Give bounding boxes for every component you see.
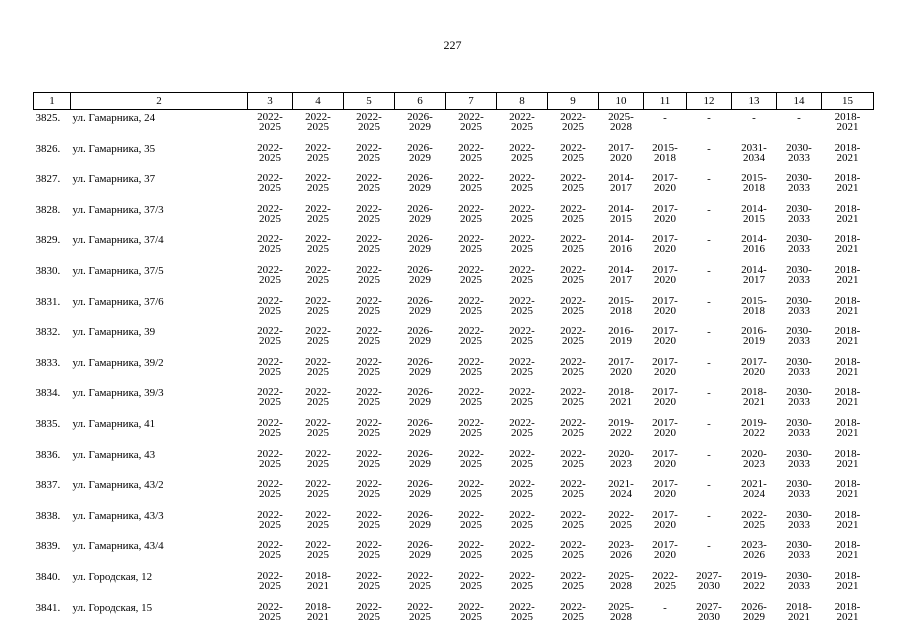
period-cell: 2022- 2025 <box>560 508 586 531</box>
period-cell: 2026- 2029 <box>407 172 433 195</box>
address-cell: ул. Гамарника, 39 <box>72 326 156 339</box>
period-cell: - <box>707 509 711 522</box>
address-cell: ул. Гамарника, 37/6 <box>72 295 164 308</box>
period-cell: 2030- 2033 <box>786 355 812 378</box>
table-row <box>34 202 874 233</box>
period-cell: 2022- 2025 <box>356 294 382 317</box>
row-number: 3829. <box>35 234 61 247</box>
row-number: 3830. <box>35 264 61 277</box>
table-row <box>34 263 874 294</box>
period-cell: 2021- 2024 <box>608 478 634 501</box>
period-cell: 2021- 2024 <box>741 478 767 501</box>
period-cell: 2014- 2016 <box>608 233 634 256</box>
table-row <box>34 508 874 539</box>
period-cell: 2022- 2025 <box>458 355 484 378</box>
period-cell: 2018- 2021 <box>834 172 861 195</box>
table-row <box>34 538 874 569</box>
period-cell: 2022- 2025 <box>509 386 535 409</box>
period-cell: 2022- 2025 <box>509 539 535 562</box>
address-cell: ул. Гамарника, 37 <box>72 173 156 186</box>
period-cell: - <box>707 295 711 308</box>
period-cell: 2022- 2025 <box>356 202 382 225</box>
period-cell: 2027- 2030 <box>696 569 722 592</box>
schedule-table <box>33 92 874 630</box>
address-cell: ул. Гамарника, 24 <box>72 112 156 124</box>
period-cell: 2022- 2025 <box>356 141 382 164</box>
row-number: 3833. <box>35 356 61 369</box>
period-cell: 2022- 2025 <box>356 416 382 439</box>
period-cell: 2026- 2029 <box>407 447 433 470</box>
address-cell: ул. Гамарника, 39/2 <box>72 356 164 369</box>
period-cell: 2014- 2017 <box>608 172 634 195</box>
period-cell: 2015- 2018 <box>741 294 767 317</box>
period-cell: 2018- 2021 <box>834 355 861 378</box>
period-cell: 2018- 2021 <box>834 325 861 348</box>
period-cell: 2015- 2018 <box>652 141 678 164</box>
period-cell: 2026- 2029 <box>407 355 433 378</box>
period-cell: 2017- 2020 <box>652 355 678 378</box>
period-cell: 2017- 2020 <box>652 172 678 195</box>
period-cell: 2017- 2020 <box>652 386 678 409</box>
period-cell: - <box>707 264 711 277</box>
period-cell: 2026- 2029 <box>407 294 433 317</box>
row-number: 3840. <box>35 570 61 583</box>
period-cell: 2022- 2025 <box>560 386 586 409</box>
period-cell: - <box>707 142 711 155</box>
period-cell: 2030- 2033 <box>786 508 812 531</box>
period-cell: 2022- 2025 <box>407 600 433 623</box>
address-cell: ул. Гамарника, 35 <box>72 142 156 155</box>
period-cell: 2022- 2025 <box>257 539 283 562</box>
period-cell: 2022- 2025 <box>257 325 283 348</box>
period-cell: 2022- 2025 <box>560 416 586 439</box>
period-cell: 2022- 2025 <box>458 447 484 470</box>
period-cell: 2022- 2025 <box>458 600 484 623</box>
period-cell: 2022- 2025 <box>356 539 382 562</box>
period-cell: 2017- 2020 <box>608 141 634 164</box>
period-cell: 2019- 2022 <box>608 416 634 439</box>
period-cell: 2018- 2021 <box>834 478 861 501</box>
period-cell: 2018- 2021 <box>834 294 861 317</box>
header-row <box>34 93 874 110</box>
period-cell: 2014- 2017 <box>741 263 767 286</box>
period-cell: 2022- 2025 <box>356 447 382 470</box>
period-cell: 2022- 2025 <box>509 294 535 317</box>
period-cell: 2018- 2021 <box>786 600 812 623</box>
period-cell: 2022- 2025 <box>257 233 283 256</box>
period-cell: 2019- 2022 <box>741 569 767 592</box>
period-cell: 2022- 2025 <box>257 600 283 623</box>
period-cell: 2022- 2025 <box>509 600 535 623</box>
period-cell: 2022- 2025 <box>257 447 283 470</box>
period-cell: 2025- 2028 <box>608 600 634 623</box>
table-row <box>34 355 874 386</box>
period-cell: 2026- 2029 <box>407 202 433 225</box>
period-cell: 2018- 2021 <box>834 111 861 133</box>
table-row <box>34 141 874 172</box>
period-cell: 2022- 2025 <box>509 416 535 439</box>
row-number: 3838. <box>35 509 61 522</box>
table-row <box>34 232 874 263</box>
period-cell: - <box>752 112 756 124</box>
column-header-15: 15 <box>822 93 874 110</box>
period-cell: 2022- 2025 <box>305 172 331 195</box>
row-number: 3839. <box>35 540 61 553</box>
period-cell: 2022- 2025 <box>509 172 535 195</box>
period-cell: 2030- 2033 <box>786 263 812 286</box>
period-cell: 2022- 2025 <box>509 325 535 348</box>
period-cell: 2022- 2025 <box>305 539 331 562</box>
column-header-10: 10 <box>599 93 644 110</box>
period-cell: 2018- 2021 <box>834 386 861 409</box>
period-cell: 2022- 2025 <box>458 202 484 225</box>
period-cell: - <box>707 387 711 400</box>
period-cell: 2022- 2025 <box>257 141 283 164</box>
period-cell: 2022- 2025 <box>560 202 586 225</box>
period-cell: 2019- 2022 <box>741 416 767 439</box>
period-cell: 2022- 2025 <box>560 447 586 470</box>
period-cell: 2022- 2025 <box>509 111 535 133</box>
period-cell: 2022- 2025 <box>407 569 433 592</box>
period-cell: 2022- 2025 <box>458 172 484 195</box>
address-cell: ул. Городская, 15 <box>72 601 153 614</box>
column-header-6: 6 <box>395 93 446 110</box>
period-cell: 2014- 2015 <box>608 202 634 225</box>
period-cell: 2030- 2033 <box>786 447 812 470</box>
period-cell: 2018- 2021 <box>834 202 861 225</box>
period-cell: 2022- 2025 <box>458 386 484 409</box>
row-number: 3825. <box>35 112 61 124</box>
period-cell: 2017- 2020 <box>741 355 767 378</box>
period-cell: 2022- 2025 <box>356 233 382 256</box>
period-cell: 2022- 2025 <box>305 202 331 225</box>
period-cell: 2022- 2025 <box>305 263 331 286</box>
period-cell: 2018- 2021 <box>834 447 861 470</box>
period-cell: 2022- 2025 <box>560 233 586 256</box>
period-cell: 2017- 2020 <box>652 325 678 348</box>
period-cell: 2030- 2033 <box>786 539 812 562</box>
period-cell: 2016- 2019 <box>741 325 767 348</box>
period-cell: - <box>707 203 711 216</box>
address-cell: ул. Гамарника, 39/3 <box>72 387 164 400</box>
period-cell: 2022- 2025 <box>305 325 331 348</box>
period-cell: 2022- 2025 <box>560 355 586 378</box>
period-cell: 2022- 2025 <box>257 172 283 195</box>
period-cell: 2030- 2033 <box>786 141 812 164</box>
period-cell: 2022- 2025 <box>305 141 331 164</box>
period-cell: 2017- 2020 <box>652 202 678 225</box>
period-cell: 2022- 2025 <box>305 447 331 470</box>
period-cell: - <box>707 479 711 492</box>
period-cell: 2014- 2016 <box>741 233 767 256</box>
period-cell: 2016- 2019 <box>608 325 634 348</box>
period-cell: 2026- 2029 <box>407 233 433 256</box>
period-cell: 2022- 2025 <box>305 355 331 378</box>
period-cell: 2022- 2025 <box>560 111 586 133</box>
period-cell: 2022- 2025 <box>305 111 331 133</box>
period-cell: 2022- 2025 <box>652 569 678 592</box>
period-cell: 2022- 2025 <box>257 508 283 531</box>
period-cell: 2022- 2025 <box>458 508 484 531</box>
period-cell: 2018- 2021 <box>834 539 861 562</box>
table-row <box>34 171 874 202</box>
period-cell: 2018- 2021 <box>834 600 861 623</box>
column-header-2: 2 <box>71 93 248 110</box>
period-cell: 2017- 2020 <box>608 355 634 378</box>
period-cell: 2018- 2021 <box>741 386 767 409</box>
period-cell: 2022- 2025 <box>257 386 283 409</box>
period-cell: 2020- 2023 <box>741 447 767 470</box>
period-cell: 2022- 2025 <box>257 478 283 501</box>
period-cell: 2020- 2023 <box>608 447 634 470</box>
period-cell: 2022- 2025 <box>257 202 283 225</box>
table-row <box>34 477 874 508</box>
period-cell: 2017- 2020 <box>652 233 678 256</box>
period-cell: 2022- 2025 <box>305 508 331 531</box>
row-number: 3834. <box>35 387 61 400</box>
period-cell: 2022- 2025 <box>560 600 586 623</box>
period-cell: 2030- 2033 <box>786 478 812 501</box>
address-cell: ул. Гамарника, 43 <box>72 448 156 461</box>
period-cell: 2018- 2021 <box>834 569 861 592</box>
period-cell: 2022- 2025 <box>458 233 484 256</box>
period-cell: 2022- 2025 <box>356 478 382 501</box>
period-cell: 2022- 2025 <box>257 263 283 286</box>
period-cell: 2030- 2033 <box>786 386 812 409</box>
table-row <box>34 416 874 447</box>
period-cell: 2022- 2025 <box>356 355 382 378</box>
period-cell: 2022- 2025 <box>356 325 382 348</box>
period-cell: 2022- 2025 <box>305 294 331 317</box>
address-cell: ул. Гамарника, 37/4 <box>72 234 164 247</box>
period-cell: 2022- 2025 <box>509 355 535 378</box>
period-cell: - <box>707 356 711 369</box>
period-cell: - <box>707 173 711 186</box>
period-cell: 2022- 2025 <box>560 263 586 286</box>
period-cell: 2022- 2025 <box>458 325 484 348</box>
period-cell: 2030- 2033 <box>786 325 812 348</box>
period-cell: 2022- 2025 <box>509 447 535 470</box>
column-header-12: 12 <box>687 93 732 110</box>
period-cell: 2022- 2025 <box>356 386 382 409</box>
period-cell: 2018- 2021 <box>834 233 861 256</box>
period-cell: 2022- 2025 <box>305 478 331 501</box>
period-cell: 2018- 2021 <box>834 508 861 531</box>
period-cell: 2022- 2025 <box>458 141 484 164</box>
period-cell: - <box>707 417 711 430</box>
period-cell: - <box>663 112 667 124</box>
period-cell: 2026- 2029 <box>407 263 433 286</box>
period-cell: 2017- 2020 <box>652 447 678 470</box>
row-number: 3841. <box>35 601 61 614</box>
period-cell: 2030- 2033 <box>786 202 812 225</box>
period-cell: 2026- 2029 <box>407 325 433 348</box>
period-cell: 2022- 2025 <box>356 172 382 195</box>
column-header-11: 11 <box>644 93 687 110</box>
period-cell: - <box>707 448 711 461</box>
column-header-8: 8 <box>497 93 548 110</box>
period-cell: 2015- 2018 <box>608 294 634 317</box>
period-cell: 2022- 2025 <box>458 416 484 439</box>
row-number: 3827. <box>35 173 61 186</box>
period-cell: 2022- 2025 <box>305 233 331 256</box>
period-cell: 2022- 2025 <box>458 263 484 286</box>
period-cell: 2017- 2020 <box>652 263 678 286</box>
table-row <box>34 447 874 478</box>
period-cell: 2017- 2020 <box>652 478 678 501</box>
period-cell: - <box>663 601 667 614</box>
row-number: 3826. <box>35 142 61 155</box>
period-cell: 2022- 2025 <box>509 508 535 531</box>
address-cell: ул. Городская, 12 <box>72 570 153 583</box>
period-cell: 2018- 2021 <box>834 141 861 164</box>
period-cell: 2023- 2026 <box>741 539 767 562</box>
address-cell: ул. Гамарника, 43/3 <box>72 509 164 522</box>
table-row <box>34 110 874 141</box>
period-cell: - <box>707 326 711 339</box>
period-cell: 2026- 2029 <box>407 539 433 562</box>
table-row <box>34 385 874 416</box>
period-cell: 2017- 2020 <box>652 416 678 439</box>
column-header-1: 1 <box>34 93 71 110</box>
address-cell: ул. Гамарника, 43/2 <box>72 479 164 492</box>
period-cell: 2022- 2025 <box>458 569 484 592</box>
period-cell: 2025- 2028 <box>608 569 634 592</box>
period-cell: 2022- 2025 <box>608 508 634 531</box>
table-row <box>34 294 874 325</box>
period-cell: 2026- 2029 <box>741 600 767 623</box>
period-cell: 2022- 2025 <box>458 294 484 317</box>
row-number: 3832. <box>35 326 61 339</box>
period-cell: 2022- 2025 <box>560 478 586 501</box>
period-cell: 2030- 2033 <box>786 294 812 317</box>
period-cell: 2022- 2025 <box>356 569 382 592</box>
period-cell: - <box>707 234 711 247</box>
period-cell: 2026- 2029 <box>407 416 433 439</box>
period-cell: 2022- 2025 <box>509 263 535 286</box>
period-cell: 2022- 2025 <box>356 508 382 531</box>
column-header-14: 14 <box>777 93 822 110</box>
period-cell: 2022- 2025 <box>356 600 382 623</box>
address-cell: ул. Гамарника, 43/4 <box>72 540 164 553</box>
period-cell: 2022- 2025 <box>509 233 535 256</box>
period-cell: 2018- 2021 <box>834 416 861 439</box>
column-header-7: 7 <box>446 93 497 110</box>
table-row <box>34 569 874 600</box>
period-cell: 2017- 2020 <box>652 539 678 562</box>
row-number: 3835. <box>35 417 61 430</box>
address-cell: ул. Гамарника, 41 <box>72 417 156 430</box>
period-cell: 2022- 2025 <box>458 478 484 501</box>
period-cell: 2018- 2021 <box>834 263 861 286</box>
period-cell: 2018- 2021 <box>608 386 634 409</box>
period-cell: 2030- 2033 <box>786 416 812 439</box>
period-cell: 2022- 2025 <box>257 569 283 592</box>
period-cell: 2018- 2021 <box>305 569 331 592</box>
period-cell: 2022- 2025 <box>741 508 767 531</box>
row-number: 3836. <box>35 448 61 461</box>
period-cell: 2022- 2025 <box>509 569 535 592</box>
period-cell: 2022- 2025 <box>509 478 535 501</box>
period-cell: 2022- 2025 <box>356 263 382 286</box>
period-cell: - <box>797 112 801 124</box>
period-cell: 2022- 2025 <box>509 141 535 164</box>
period-cell: 2025- 2028 <box>608 111 634 133</box>
address-cell: ул. Гамарника, 37/5 <box>72 264 164 277</box>
period-cell: 2022- 2025 <box>305 386 331 409</box>
page-number: 227 <box>443 38 462 52</box>
table-body <box>34 110 874 631</box>
column-header-9: 9 <box>548 93 599 110</box>
column-header-5: 5 <box>344 93 395 110</box>
address-cell: ул. Гамарника, 37/3 <box>72 203 164 216</box>
period-cell: 2026- 2029 <box>407 111 433 133</box>
column-header-4: 4 <box>293 93 344 110</box>
table-row <box>34 600 874 631</box>
period-cell: 2018- 2021 <box>305 600 331 623</box>
period-cell: 2022- 2025 <box>560 539 586 562</box>
period-cell: 2030- 2033 <box>786 569 812 592</box>
period-cell: 2022- 2025 <box>356 111 382 133</box>
period-cell: 2023- 2026 <box>608 539 634 562</box>
period-cell: 2022- 2025 <box>305 416 331 439</box>
period-cell: 2026- 2029 <box>407 508 433 531</box>
period-cell: 2022- 2025 <box>458 539 484 562</box>
period-cell: 2027- 2030 <box>696 600 722 623</box>
period-cell: 2022- 2025 <box>560 325 586 348</box>
row-number: 3837. <box>35 479 61 492</box>
column-header-13: 13 <box>732 93 777 110</box>
period-cell: 2030- 2033 <box>786 233 812 256</box>
period-cell: 2026- 2029 <box>407 141 433 164</box>
period-cell: 2022- 2025 <box>257 111 283 133</box>
period-cell: 2031- 2034 <box>741 141 767 164</box>
period-cell: 2026- 2029 <box>407 386 433 409</box>
period-cell: 2017- 2020 <box>652 294 678 317</box>
period-cell: 2022- 2025 <box>257 294 283 317</box>
period-cell: 2015- 2018 <box>741 172 767 195</box>
period-cell: 2022- 2025 <box>257 416 283 439</box>
period-cell: 2022- 2025 <box>560 141 586 164</box>
period-cell: - <box>707 112 711 124</box>
period-cell: 2022- 2025 <box>560 294 586 317</box>
period-cell: 2017- 2020 <box>652 508 678 531</box>
period-cell: 2014- 2017 <box>608 263 634 286</box>
period-cell: 2022- 2025 <box>560 569 586 592</box>
period-cell: 2022- 2025 <box>257 355 283 378</box>
period-cell: 2030- 2033 <box>786 172 812 195</box>
period-cell: 2022- 2025 <box>458 111 484 133</box>
period-cell: - <box>707 540 711 553</box>
period-cell: 2022- 2025 <box>560 172 586 195</box>
period-cell: 2026- 2029 <box>407 478 433 501</box>
row-number: 3828. <box>35 203 61 216</box>
period-cell: 2022- 2025 <box>509 202 535 225</box>
table-row <box>34 324 874 355</box>
column-header-3: 3 <box>248 93 293 110</box>
row-number: 3831. <box>35 295 61 308</box>
period-cell: 2014- 2015 <box>741 202 767 225</box>
